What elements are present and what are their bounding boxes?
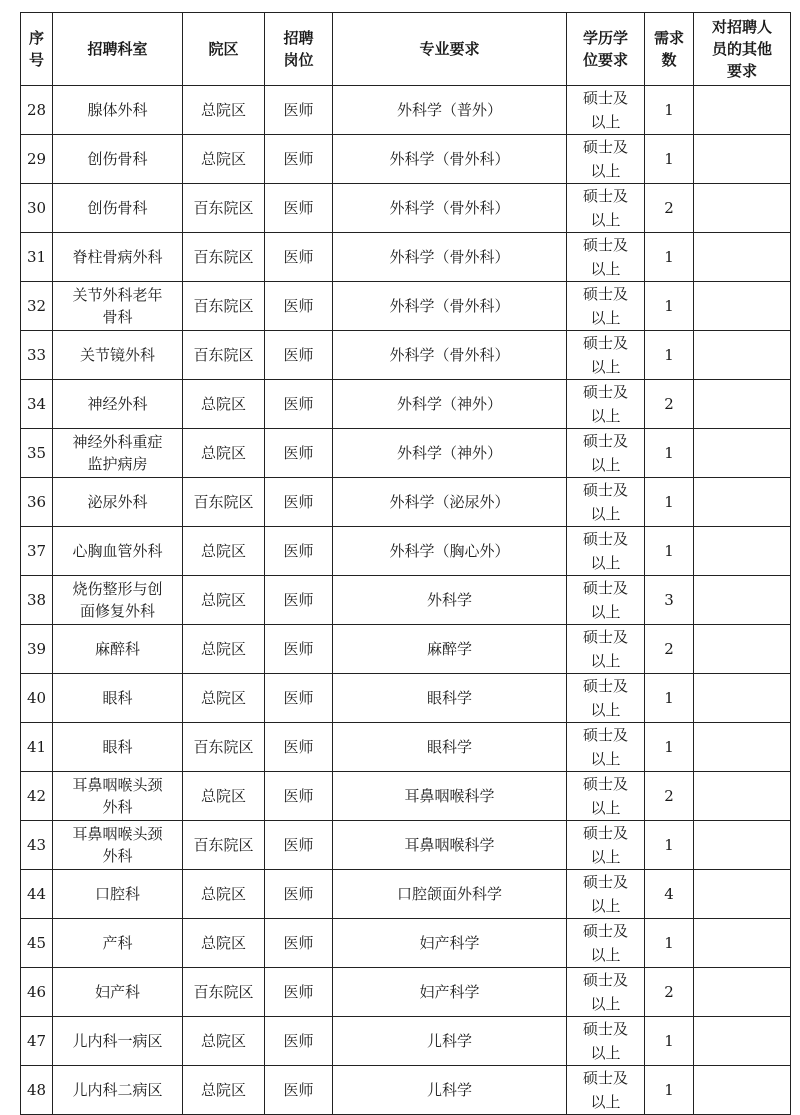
cell-count: 2 [645, 184, 694, 233]
cell-dept-line: 眼科 [102, 738, 133, 756]
cell-position: 医师 [265, 723, 333, 772]
cell-education-line: 硕士及 [582, 383, 628, 401]
cell-position: 医师 [265, 1066, 333, 1115]
cell-education-line: 硕士及 [582, 89, 628, 107]
cell-dept-line: 关节外科老年 [72, 286, 163, 304]
header-education: 学历学 位要求 [567, 13, 645, 86]
cell-dept [53, 1017, 183, 1066]
cell-education-line: 以上 [590, 505, 621, 523]
cell-major: 外科学（骨外科） [333, 331, 567, 380]
cell-education-line: 以上 [590, 456, 621, 474]
document-page [20, 12, 790, 1115]
cell-dept-line: 烧伤整形与创 [72, 580, 163, 598]
cell-area: 百东院区 [183, 821, 265, 870]
cell-education [567, 576, 645, 625]
cell-other [694, 919, 791, 968]
cell-count: 2 [645, 625, 694, 674]
cell-major: 口腔颌面外科学 [333, 870, 567, 919]
cell-education [567, 772, 645, 821]
table-row [21, 674, 791, 723]
cell-dept-line: 口腔科 [94, 885, 140, 903]
cell-seq: 47 [21, 1017, 53, 1066]
cell-seq: 44 [21, 870, 53, 919]
cell-area: 总院区 [183, 674, 265, 723]
cell-seq: 33 [21, 331, 53, 380]
cell-education-line: 硕士及 [582, 922, 628, 940]
cell-other [694, 331, 791, 380]
cell-education-line: 以上 [590, 750, 621, 768]
cell-education [567, 968, 645, 1017]
cell-education-line: 硕士及 [582, 1069, 628, 1087]
cell-other [694, 772, 791, 821]
cell-dept-line: 外科 [102, 798, 133, 816]
cell-dept [53, 821, 183, 870]
cell-major: 外科学（骨外科） [333, 233, 567, 282]
cell-seq: 40 [21, 674, 53, 723]
cell-area: 百东院区 [183, 968, 265, 1017]
cell-education-line: 以上 [590, 162, 621, 180]
cell-area: 总院区 [183, 919, 265, 968]
cell-dept [53, 772, 183, 821]
cell-seq: 32 [21, 282, 53, 331]
cell-education [567, 674, 645, 723]
cell-dept [53, 968, 183, 1017]
table-row [21, 625, 791, 674]
cell-other [694, 968, 791, 1017]
cell-other [694, 821, 791, 870]
cell-area: 百东院区 [183, 331, 265, 380]
cell-dept-line: 耳鼻咽喉头颈 [72, 825, 163, 843]
cell-seq: 42 [21, 772, 53, 821]
cell-education [567, 723, 645, 772]
cell-education [567, 1017, 645, 1066]
table-row [21, 968, 791, 1017]
cell-education [567, 870, 645, 919]
cell-major: 妇产科学 [333, 968, 567, 1017]
cell-other [694, 674, 791, 723]
cell-dept-line: 脊柱骨病外科 [72, 248, 163, 266]
cell-position: 医师 [265, 527, 333, 576]
cell-seq: 41 [21, 723, 53, 772]
cell-education-line: 硕士及 [582, 432, 628, 450]
cell-other [694, 723, 791, 772]
cell-count: 1 [645, 282, 694, 331]
cell-count: 1 [645, 429, 694, 478]
cell-education-line: 硕士及 [582, 334, 628, 352]
cell-other [694, 135, 791, 184]
table-row [21, 576, 791, 625]
cell-position: 医师 [265, 282, 333, 331]
cell-count: 1 [645, 86, 694, 135]
cell-education-line: 硕士及 [582, 873, 628, 891]
cell-education-line: 硕士及 [582, 187, 628, 205]
cell-education [567, 282, 645, 331]
cell-seq: 43 [21, 821, 53, 870]
cell-position: 医师 [265, 478, 333, 527]
cell-education-line: 硕士及 [582, 481, 628, 499]
cell-count: 1 [645, 674, 694, 723]
cell-position: 医师 [265, 135, 333, 184]
cell-dept-line: 关节镜外科 [79, 346, 155, 364]
cell-education-line: 硕士及 [582, 824, 628, 842]
cell-education-line: 硕士及 [582, 775, 628, 793]
cell-other [694, 184, 791, 233]
cell-seq: 46 [21, 968, 53, 1017]
cell-other [694, 576, 791, 625]
cell-count: 1 [645, 331, 694, 380]
cell-dept-line: 儿内科一病区 [72, 1032, 163, 1050]
cell-dept-line: 骨科 [102, 308, 133, 326]
cell-education [567, 1066, 645, 1115]
cell-dept-line: 神经外科重症 [72, 433, 163, 451]
cell-education-line: 硕士及 [582, 138, 628, 156]
header-other: 对招聘人 员的其他 要求 [694, 13, 791, 86]
cell-dept [53, 625, 183, 674]
header-count: 需求 数 [645, 13, 694, 86]
cell-dept [53, 184, 183, 233]
cell-dept [53, 527, 183, 576]
cell-dept [53, 478, 183, 527]
cell-major: 眼科学 [333, 674, 567, 723]
table-row [21, 282, 791, 331]
cell-area: 百东院区 [183, 282, 265, 331]
cell-area: 总院区 [183, 86, 265, 135]
cell-count: 2 [645, 968, 694, 1017]
cell-education-line: 以上 [590, 113, 621, 131]
cell-dept [53, 576, 183, 625]
cell-major: 外科学（骨外科） [333, 282, 567, 331]
cell-education-line: 以上 [590, 603, 621, 621]
table-row [21, 135, 791, 184]
cell-dept [53, 919, 183, 968]
cell-dept-line: 麻醉科 [94, 640, 140, 658]
cell-dept [53, 135, 183, 184]
cell-major: 儿科学 [333, 1066, 567, 1115]
table-row [21, 1017, 791, 1066]
cell-education-line: 硕士及 [582, 1020, 628, 1038]
cell-education-line: 以上 [590, 995, 621, 1013]
cell-dept-line: 腺体外科 [87, 101, 148, 119]
cell-education [567, 429, 645, 478]
cell-dept [53, 1066, 183, 1115]
cell-major: 外科学（神外） [333, 380, 567, 429]
cell-education-line: 以上 [590, 799, 621, 817]
cell-major: 儿科学 [333, 1017, 567, 1066]
cell-seq: 38 [21, 576, 53, 625]
cell-dept-line: 眼科 [102, 689, 133, 707]
cell-area: 百东院区 [183, 723, 265, 772]
cell-major: 外科学 [333, 576, 567, 625]
cell-position: 医师 [265, 331, 333, 380]
cell-dept [53, 674, 183, 723]
cell-position: 医师 [265, 870, 333, 919]
table-row [21, 331, 791, 380]
cell-count: 2 [645, 772, 694, 821]
cell-education-line: 以上 [590, 946, 621, 964]
cell-area: 百东院区 [183, 478, 265, 527]
cell-other [694, 527, 791, 576]
cell-dept-line: 神经外科 [87, 395, 148, 413]
cell-count: 2 [645, 380, 694, 429]
cell-count: 1 [645, 723, 694, 772]
cell-major: 外科学（神外） [333, 429, 567, 478]
cell-count: 1 [645, 478, 694, 527]
cell-area: 总院区 [183, 625, 265, 674]
table-row [21, 723, 791, 772]
cell-dept-line: 监护病房 [87, 455, 148, 473]
cell-dept [53, 233, 183, 282]
cell-education [567, 233, 645, 282]
cell-area: 总院区 [183, 380, 265, 429]
cell-dept-line: 产科 [102, 934, 133, 952]
header-dept: 招聘科室 [53, 13, 183, 86]
cell-seq: 35 [21, 429, 53, 478]
cell-area: 百东院区 [183, 233, 265, 282]
cell-education-line: 以上 [590, 211, 621, 229]
header-area: 院区 [183, 13, 265, 86]
cell-dept [53, 380, 183, 429]
cell-other [694, 282, 791, 331]
cell-count: 1 [645, 821, 694, 870]
cell-seq: 28 [21, 86, 53, 135]
cell-dept [53, 429, 183, 478]
cell-major: 耳鼻咽喉科学 [333, 772, 567, 821]
table-row [21, 380, 791, 429]
table-row [21, 870, 791, 919]
table-row [21, 821, 791, 870]
cell-position: 医师 [265, 86, 333, 135]
recruitment-table [20, 12, 791, 1115]
cell-education [567, 821, 645, 870]
cell-dept-line: 创伤骨科 [87, 150, 148, 168]
cell-other [694, 1066, 791, 1115]
cell-count: 1 [645, 1017, 694, 1066]
cell-seq: 29 [21, 135, 53, 184]
cell-area: 总院区 [183, 527, 265, 576]
cell-dept [53, 86, 183, 135]
cell-major: 外科学（泌尿外） [333, 478, 567, 527]
table-row [21, 478, 791, 527]
cell-count: 1 [645, 233, 694, 282]
table-row [21, 772, 791, 821]
cell-other [694, 625, 791, 674]
cell-seq: 30 [21, 184, 53, 233]
cell-other [694, 380, 791, 429]
cell-education-line: 以上 [590, 554, 621, 572]
header-seq: 序 号 [21, 13, 53, 86]
cell-major: 眼科学 [333, 723, 567, 772]
cell-dept-line: 妇产科 [94, 983, 140, 1001]
cell-position: 医师 [265, 625, 333, 674]
cell-dept-line: 泌尿外科 [87, 493, 148, 511]
header-major: 专业要求 [333, 13, 567, 86]
cell-seq: 34 [21, 380, 53, 429]
cell-education-line: 硕士及 [582, 530, 628, 548]
cell-seq: 48 [21, 1066, 53, 1115]
cell-education-line: 硕士及 [582, 726, 628, 744]
cell-dept-line: 心胸血管外科 [72, 542, 163, 560]
cell-education-line: 硕士及 [582, 971, 628, 989]
cell-area: 总院区 [183, 576, 265, 625]
cell-education-line: 以上 [590, 897, 621, 915]
table-row [21, 1066, 791, 1115]
header-position: 招聘 岗位 [265, 13, 333, 86]
cell-seq: 37 [21, 527, 53, 576]
cell-education [567, 184, 645, 233]
cell-major: 麻醉学 [333, 625, 567, 674]
cell-education-line: 硕士及 [582, 677, 628, 695]
cell-education-line: 硕士及 [582, 285, 628, 303]
cell-count: 4 [645, 870, 694, 919]
table-row [21, 184, 791, 233]
cell-education-line: 以上 [590, 701, 621, 719]
cell-other [694, 478, 791, 527]
cell-position: 医师 [265, 380, 333, 429]
cell-dept [53, 870, 183, 919]
table-row [21, 527, 791, 576]
cell-dept-line: 面修复外科 [79, 602, 155, 620]
cell-area: 总院区 [183, 1066, 265, 1115]
cell-dept [53, 331, 183, 380]
cell-position: 医师 [265, 184, 333, 233]
cell-education-line: 以上 [590, 260, 621, 278]
cell-seq: 39 [21, 625, 53, 674]
cell-seq: 31 [21, 233, 53, 282]
cell-area: 总院区 [183, 135, 265, 184]
cell-position: 医师 [265, 1017, 333, 1066]
cell-position: 医师 [265, 233, 333, 282]
cell-area: 总院区 [183, 772, 265, 821]
cell-seq: 45 [21, 919, 53, 968]
table-row [21, 233, 791, 282]
cell-major: 妇产科学 [333, 919, 567, 968]
cell-dept-line: 外科 [102, 847, 133, 865]
cell-position: 医师 [265, 576, 333, 625]
cell-education [567, 135, 645, 184]
cell-dept [53, 282, 183, 331]
cell-count: 1 [645, 527, 694, 576]
cell-count: 3 [645, 576, 694, 625]
cell-education-line: 硕士及 [582, 579, 628, 597]
cell-education [567, 86, 645, 135]
table-row [21, 919, 791, 968]
table-row [21, 86, 791, 135]
cell-education-line: 以上 [590, 407, 621, 425]
cell-area: 总院区 [183, 429, 265, 478]
cell-dept-line: 创伤骨科 [87, 199, 148, 217]
cell-education [567, 380, 645, 429]
cell-education-line: 以上 [590, 358, 621, 376]
cell-position: 医师 [265, 429, 333, 478]
cell-major: 外科学（骨外科） [333, 184, 567, 233]
cell-position: 医师 [265, 821, 333, 870]
cell-education-line: 以上 [590, 309, 621, 327]
cell-education [567, 527, 645, 576]
cell-education-line: 以上 [590, 1044, 621, 1062]
cell-count: 1 [645, 919, 694, 968]
cell-other [694, 1017, 791, 1066]
cell-position: 医师 [265, 772, 333, 821]
cell-education-line: 以上 [590, 652, 621, 670]
cell-other [694, 870, 791, 919]
cell-other [694, 233, 791, 282]
header-row [21, 13, 791, 86]
cell-dept-line: 耳鼻咽喉头颈 [72, 776, 163, 794]
cell-count: 1 [645, 135, 694, 184]
cell-education-line: 以上 [590, 848, 621, 866]
table-header [21, 13, 791, 86]
cell-count: 1 [645, 1066, 694, 1115]
cell-other [694, 429, 791, 478]
cell-major: 外科学（骨外科） [333, 135, 567, 184]
cell-major: 外科学（普外） [333, 86, 567, 135]
cell-dept [53, 723, 183, 772]
cell-education [567, 625, 645, 674]
cell-area: 总院区 [183, 1017, 265, 1066]
cell-education [567, 478, 645, 527]
table-row [21, 429, 791, 478]
cell-education-line: 硕士及 [582, 236, 628, 254]
cell-education-line: 以上 [590, 1093, 621, 1111]
cell-education [567, 919, 645, 968]
cell-position: 医师 [265, 968, 333, 1017]
cell-other [694, 86, 791, 135]
cell-area: 总院区 [183, 870, 265, 919]
cell-major: 耳鼻咽喉科学 [333, 821, 567, 870]
cell-position: 医师 [265, 674, 333, 723]
cell-dept-line: 儿内科二病区 [72, 1081, 163, 1099]
table-body [21, 86, 791, 1115]
cell-major: 外科学（胸心外） [333, 527, 567, 576]
cell-education-line: 硕士及 [582, 628, 628, 646]
cell-seq: 36 [21, 478, 53, 527]
cell-area: 百东院区 [183, 184, 265, 233]
cell-position: 医师 [265, 919, 333, 968]
cell-education [567, 331, 645, 380]
